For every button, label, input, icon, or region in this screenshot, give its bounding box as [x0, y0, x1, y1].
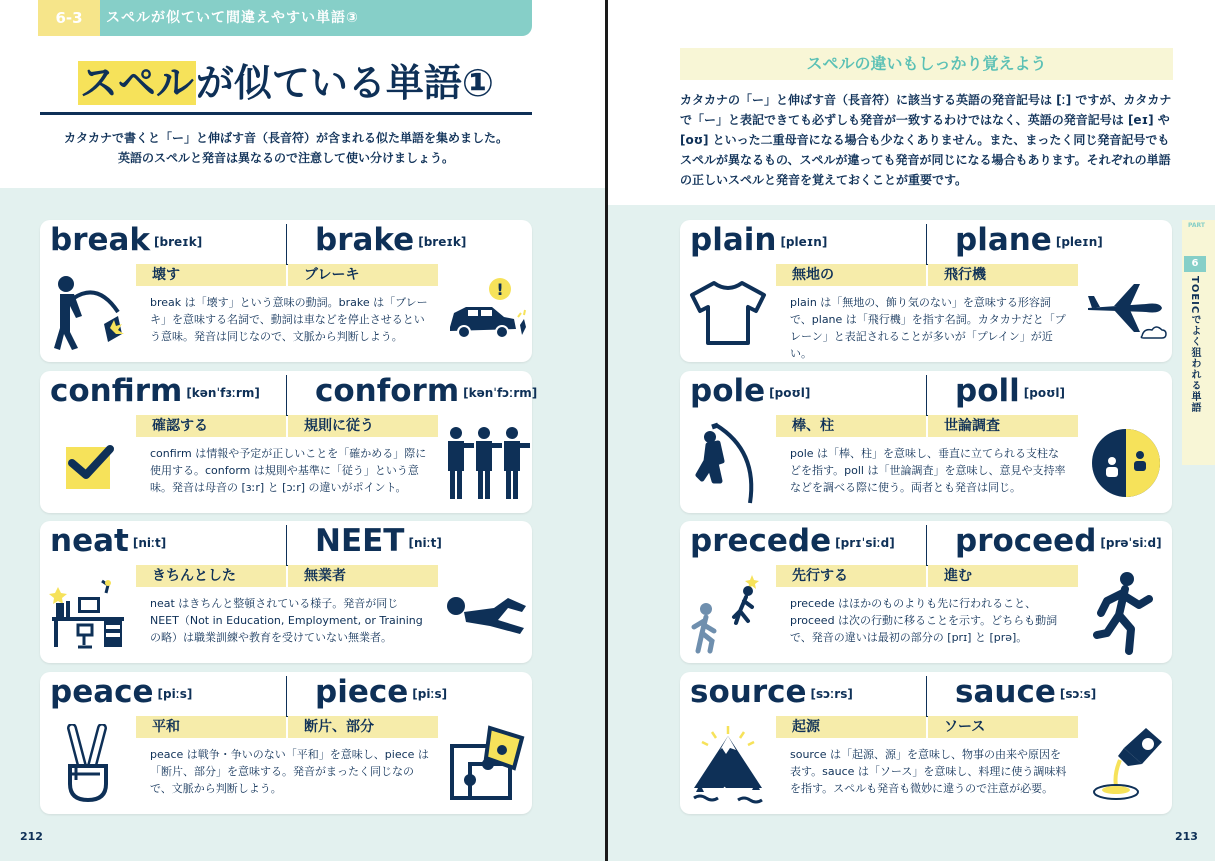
ipa-right: [poʊl] — [1023, 385, 1065, 400]
description: peace は戦争・争いのない「平和」を意味し、piece は「断片、部分」を意味する。発音がまったく同じなので、文脈から判断しよう。 — [150, 748, 429, 795]
car-brake-icon — [438, 264, 534, 360]
ipa-right: [niːt] — [408, 535, 442, 550]
ipa-left: [sɔːrs] — [810, 686, 853, 701]
ipa-left: [prɪˈsiːd] — [835, 535, 895, 550]
word-right: piece [piːs] — [315, 674, 448, 710]
word-left: source [sɔːrs] — [690, 674, 853, 710]
meaning-right: 断片、部分 — [288, 716, 438, 738]
description: break は「壊す」という意味の動詞。brake は「ブレーキ」を意味する名詞で、動詞は車などを停止させるという意味。発音は同じなので、文脈から判断しよう。 — [150, 296, 428, 343]
side-tab-text: TOEICでよく狙われる単語 — [1189, 276, 1200, 414]
meaning-left: 壊す — [136, 264, 286, 286]
meaning-left: 先行する — [776, 565, 926, 587]
sauce-bottle-icon — [1078, 716, 1174, 812]
divider — [926, 375, 927, 415]
divider — [286, 525, 287, 565]
ipa-left: [pleɪn] — [780, 234, 828, 249]
meaning-left: 無地の — [776, 264, 926, 286]
ipa-left: [kənˈfɜːrm] — [186, 385, 260, 400]
intro-line: 英語のスペルと発音は異なるので注意して使い分けましょう。 — [117, 151, 454, 165]
ipa-left: [poʊl] — [769, 385, 811, 400]
word-card — [40, 521, 532, 663]
subheading: スペルの違いもしっかり覚えよう — [680, 48, 1173, 80]
meaning-right: 飛行機 — [928, 264, 1078, 286]
word-card — [680, 220, 1172, 362]
intro-text — [40, 128, 532, 168]
ipa-right: [piːs] — [412, 686, 448, 701]
divider — [286, 676, 287, 716]
meaning-right: 進む — [928, 565, 1078, 587]
word-right: brake [breɪk] — [315, 222, 467, 258]
person-breaking-icon — [40, 264, 136, 360]
word-left: break [breɪk] — [50, 222, 203, 258]
word-card — [40, 672, 532, 814]
meaning-right: ソース — [928, 716, 1078, 738]
description: plain は「無地の、飾り気のない」を意味する形容詞で、plane は「飛行機」を指す名詞。カタカナだと「プレーン」と表記されることが多いが「プレイン」が近い。 — [790, 296, 1066, 360]
mountain-icon — [680, 716, 776, 812]
divider — [926, 224, 927, 264]
ipa-right: [prəˈsiːd] — [1100, 535, 1162, 550]
description: pole は「棒、柱」を意味し、垂直に立てられる支柱などを指す。poll は「世論調査」を意味し、意見や支持率などを調べる際に使う。両者とも発音は同じ。 — [790, 447, 1066, 494]
side-tab-number: 6 — [1184, 256, 1206, 272]
word-left: precede [prɪˈsiːd] — [690, 523, 895, 559]
divider — [926, 525, 927, 565]
divider — [926, 676, 927, 716]
lying-person-icon — [438, 565, 534, 661]
svg-text:!: ! — [496, 280, 504, 299]
meaning-right: 規則に従う — [288, 415, 438, 437]
ipa-right: [sɔːs] — [1059, 686, 1097, 701]
page-title — [40, 52, 532, 107]
people-lineup-icon — [438, 415, 534, 511]
word-card — [40, 220, 532, 362]
word-card — [680, 672, 1172, 814]
title-rest: が似ている単語① — [195, 61, 495, 105]
checkbox-icon — [40, 415, 136, 511]
word-right: conform [kənˈfɔːrm] — [315, 373, 538, 409]
word-card — [680, 521, 1172, 663]
right-page — [608, 0, 1215, 861]
word-left: neat [niːt] — [50, 523, 167, 559]
meaning-left: 棒、柱 — [776, 415, 926, 437]
left-page — [0, 0, 606, 861]
meaning-right: 世論調査 — [928, 415, 1078, 437]
section-number: 6-3 — [38, 0, 100, 36]
ipa-left: [piːs] — [157, 686, 193, 701]
description: precede はほかのものよりも先に行われること、proceed は次の行動に移ることを示す。どちらも動詞で、発音の違いは最初の部分の [prɪ] と [prə]。 — [790, 597, 1058, 644]
ipa-left: [breɪk] — [154, 234, 203, 249]
word-left: pole [poʊl] — [690, 373, 811, 409]
pie-chart-icon — [1078, 415, 1174, 511]
runners-icon — [680, 565, 776, 661]
side-tab — [1182, 220, 1215, 465]
word-left: plain [pleɪn] — [690, 222, 828, 258]
word-card — [40, 371, 538, 513]
meaning-left: きちんとした — [136, 565, 286, 587]
page-number: 213 — [1175, 830, 1198, 843]
puzzle-icon — [438, 716, 534, 812]
page-number: 212 — [20, 830, 43, 843]
description: source は「起源、源」を意味し、物事の由来や原因を表す。sauce は「ソース」を意味し、料理に使う調味料を指す。スペルも発音も微妙に違うので注意が必要。 — [790, 748, 1067, 795]
meaning-left: 平和 — [136, 716, 286, 738]
intro-line: カタカナで書くと「ー」と伸ばす音（長音符）が含まれる似た単語を集めました。 — [63, 131, 508, 145]
title-highlight: スペル — [79, 61, 194, 105]
meaning-right: ブレーキ — [288, 264, 438, 286]
peace-hand-icon — [40, 716, 136, 812]
section-header — [38, 0, 532, 36]
word-card — [680, 371, 1172, 513]
word-right: poll [poʊl] — [955, 373, 1065, 409]
intro-text: カタカナの「ー」と伸ばす音（長音符）に該当する英語の発音記号は [ː] ですが、カタカナで「ー」と表記できても必ずしも発音が一致するわけではなく、英語の発音記号は [eɪ] や [oʊ] といった二重母音になる場合も少なくありません。また、まったく同じ発音記号でもスペルが異なるもの、スペルが違っても発音が同じになる場合もあります。それぞれの単語の正しいスペルと発音を覚えておくことが重要です。 — [680, 93, 1172, 187]
word-right: sauce [sɔːs] — [955, 674, 1097, 710]
section-title: スペルが似ていて間違えやすい単語③ — [106, 10, 359, 26]
ipa-right: [breɪk] — [418, 234, 467, 249]
airplane-icon — [1078, 264, 1174, 360]
description: neat はきちんと整頓されている様子。発音が同じ NEET（Not in Education, Employment, or Training の略）は職業訓練や教育を受けていない無業者。 — [150, 597, 423, 644]
walking-person-icon — [1078, 565, 1174, 661]
side-tab-part: PART — [1188, 222, 1205, 229]
title-rule — [40, 112, 532, 115]
description: confirm は情報や予定が正しいことを「確かめる」際に使用する。conform は規則や基準に「従う」という意味。発音は母音の [ɜːr] と [ɔːr] の違いがポイント。 — [150, 447, 427, 494]
word-left: confirm [kənˈfɜːrm] — [50, 373, 260, 409]
ipa-left: [niːt] — [132, 535, 167, 550]
divider — [286, 224, 287, 264]
ipa-right: [pleɪn] — [1055, 234, 1103, 249]
divider — [286, 375, 287, 415]
meaning-right: 無業者 — [288, 565, 438, 587]
desk-icon — [40, 565, 136, 661]
word-right: proceed [prəˈsiːd] — [955, 523, 1162, 559]
meaning-left: 起源 — [776, 716, 926, 738]
word-left: peace [piːs] — [50, 674, 193, 710]
pole-vault-icon — [680, 415, 776, 511]
meaning-left: 確認する — [136, 415, 286, 437]
ipa-right: [kənˈfɔːrm] — [463, 385, 538, 400]
tshirt-icon — [680, 264, 776, 360]
word-right: plane [pleɪn] — [955, 222, 1103, 258]
word-right: NEET [niːt] — [315, 523, 442, 559]
